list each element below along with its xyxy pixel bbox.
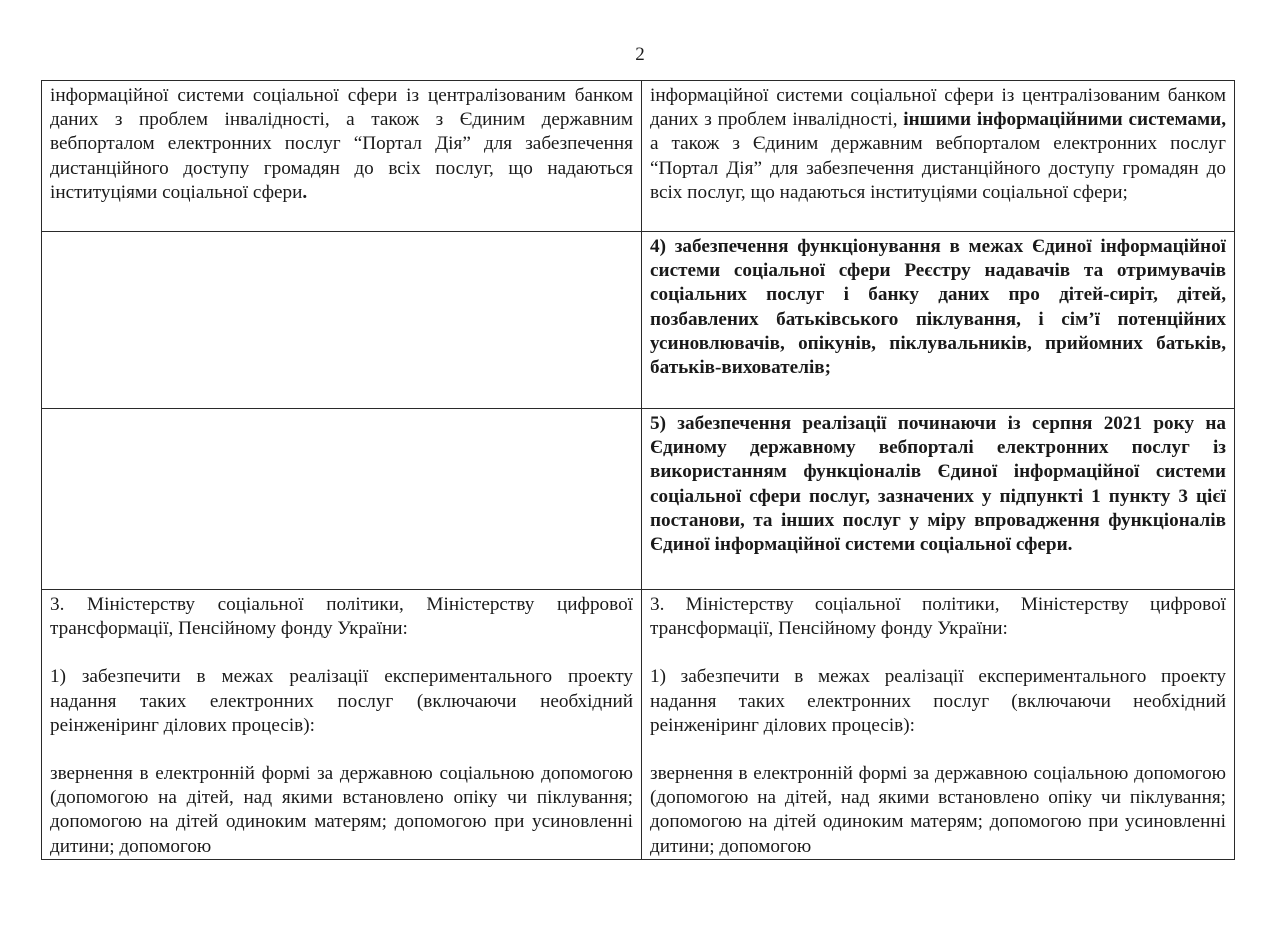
paragraph — [650, 665, 1226, 738]
bold-text: іншими інформаційними системами, — [903, 109, 1226, 131]
bold-text: 5) забезпечення реалізації починаючи із серпня 2021 року на Єдиному державному вебпорталі електронних послуг із використанням функціоналів Єдиної інформаційної системи соціальної сфери послуг, зазначених у підпункті 1 пункту 3 цієї постанови, та інших послуг у міру впровадження функціоналів Єдиної інформаційної системи соціальної сфери. — [650, 413, 1226, 556]
paragraph — [50, 84, 633, 205]
paragraph — [50, 665, 633, 738]
cell-proposed-version — [642, 409, 1235, 590]
table-row — [42, 409, 1235, 590]
comparison-table — [41, 80, 1235, 860]
cell-current-version — [42, 81, 642, 232]
cell-proposed-version — [642, 81, 1235, 232]
page-number: 2 — [635, 44, 645, 65]
text: 1) забезпечити в межах реалізації експериментального проекту надання таких електронних послуг (включаючи необхідний реінженіринг ділових процесів): — [50, 666, 633, 736]
paragraph — [650, 235, 1226, 380]
paragraph — [650, 412, 1226, 557]
text: інформаційної системи соціальної сфери із централізованим банком даних з проблем інвалідності, — [650, 85, 1226, 131]
paragraph — [50, 762, 633, 859]
text: 3. Міністерству соціальної політики, Міністерству цифрової трансформації, Пенсійному фонду України: — [650, 594, 1226, 640]
cell-current-version — [42, 232, 642, 409]
table-row — [42, 590, 1235, 860]
text: а також з Єдиним державним вебпорталом електронних послуг “Портал Дія” для забезпечення дистанційного доступу громадян до всіх послуг, що надаються інституціями соціальної сфери; — [650, 133, 1226, 203]
cell-current-version — [42, 409, 642, 590]
paragraph — [650, 593, 1226, 641]
cell-proposed-version — [642, 590, 1235, 860]
table-row — [42, 81, 1235, 232]
bold-text: 4) забезпечення функціонування в межах Єдиної інформаційної системи соціальної сфери Реєстру надавачів та отримувачів соціальних послуг і банку даних про дітей-сиріт, дітей, позбавлених батьківського піклування, і сім’ї потенційних усиновлювачів, опікунів, піклувальників, прийомних батьків, батьків-вихователів; — [650, 236, 1226, 379]
paragraph — [650, 84, 1226, 205]
bold-text: . — [302, 181, 308, 203]
text: звернення в електронній формі за державною соціальною допомогою (допомогою на дітей, над якими встановлено опіку чи піклування; допомогою на дітей одиноким матерям; допомогою при усиновленні дитини; допомогою — [50, 763, 633, 857]
table-row — [42, 232, 1235, 409]
paragraph — [50, 593, 633, 641]
cell-current-version — [42, 590, 642, 860]
text: 3. Міністерству соціальної політики, Міністерству цифрової трансформації, Пенсійному фонду України: — [50, 594, 633, 640]
text: 1) забезпечити в межах реалізації експериментального проекту надання таких електронних послуг (включаючи необхідний реінженіринг ділових процесів): — [650, 666, 1226, 736]
text: інформаційної системи соціальної сфери із централізованим банком даних з проблем інвалідності, а також з Єдиним державним вебпорталом електронних послуг “Портал Дія” для забезпечення дистанційного доступу громадян до всіх послуг, що надаються інституціями соціальної сфери — [50, 85, 633, 203]
text: звернення в електронній формі за державною соціальною допомогою (допомогою на дітей, над якими встановлено опіку чи піклування; допомогою на дітей одиноким матерям; допомогою при усиновленні дитини; допомогою — [650, 763, 1226, 857]
cell-proposed-version — [642, 232, 1235, 409]
paragraph — [650, 762, 1226, 859]
